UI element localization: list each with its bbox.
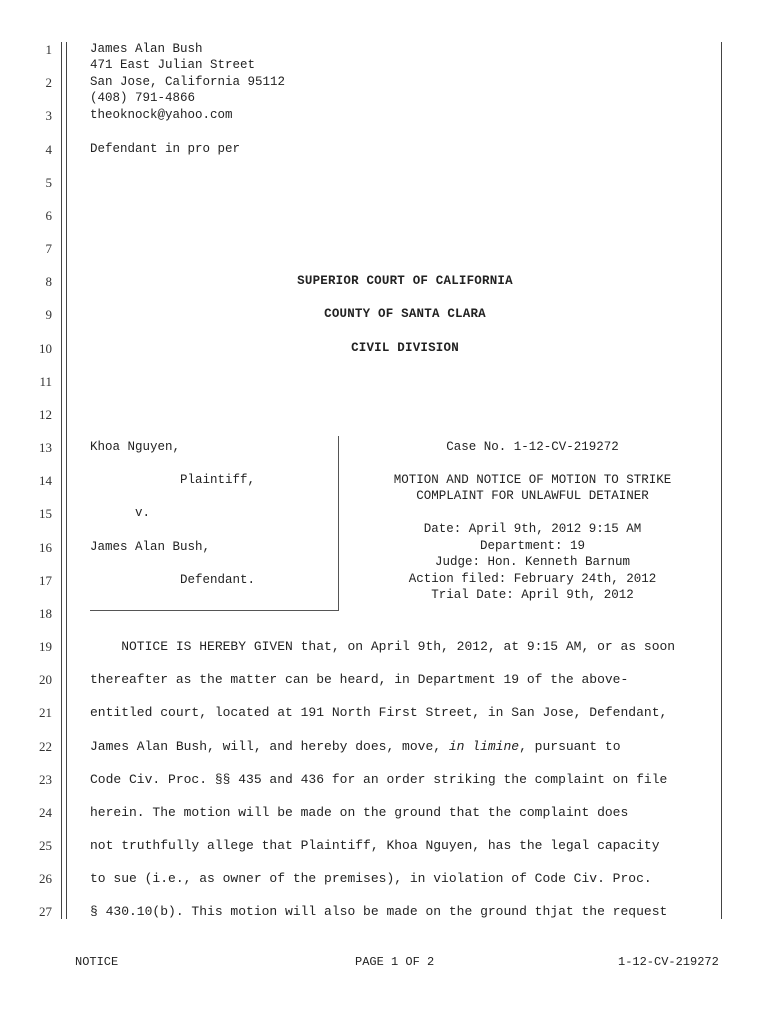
line-number: 14 xyxy=(39,473,52,488)
italic-term: in limine xyxy=(448,739,520,754)
line-number: 22 xyxy=(39,739,52,754)
line-number: 18 xyxy=(39,606,52,621)
footer-case-number: 1-12-CV-219272 xyxy=(618,955,719,969)
line-number: 7 xyxy=(45,241,52,256)
counsel-phone: (408) 791-4866 xyxy=(90,91,196,105)
counsel-city: San Jose, California 95112 xyxy=(90,75,286,89)
action-filed: Action filed: February 24th, 2012 xyxy=(408,572,657,586)
line-number: 6 xyxy=(45,208,52,223)
line-number: 3 xyxy=(45,108,52,123)
case-number: Case No. 1-12-CV-219272 xyxy=(446,440,619,454)
body-line: not truthfully allege that Plaintiff, Khoa Nguyen, has the legal capacity xyxy=(90,838,660,853)
body-line: Code Civ. Proc. §§ 435 and 436 for an order striking the complaint on file xyxy=(90,772,668,787)
body-line: to sue (i.e., as owner of the premises), in violation of Code Civ. Proc. xyxy=(90,871,652,886)
line-number: 9 xyxy=(45,307,52,322)
right-margin-rule xyxy=(721,42,722,919)
body-line: § 430.10(b). This motion will also be made on the ground thjat the request xyxy=(90,904,668,919)
line-number: 15 xyxy=(39,506,52,521)
court-county: COUNTY OF SANTA CLARA xyxy=(324,307,486,321)
counsel-role: Defendant in pro per xyxy=(90,142,241,156)
counsel-email: theoknock@yahoo.com xyxy=(90,108,233,122)
line-number: 19 xyxy=(39,639,52,654)
versus-label: v. xyxy=(135,506,151,520)
motion-title-2: COMPLAINT FOR UNLAWFUL DETAINER xyxy=(416,489,649,503)
defendant-name: James Alan Bush, xyxy=(90,540,211,554)
counsel-name: James Alan Bush xyxy=(90,42,203,56)
line-number: 21 xyxy=(39,705,52,720)
hearing-date: Date: April 9th, 2012 9:15 AM xyxy=(423,522,642,536)
line-number: 4 xyxy=(45,142,52,157)
left-margin-rule xyxy=(61,42,62,919)
body-line: herein. The motion will be made on the ground that the complaint does xyxy=(90,805,629,820)
footer-title: NOTICE xyxy=(75,955,119,969)
court-division: CIVIL DIVISION xyxy=(351,341,459,355)
counsel-street: 471 East Julian Street xyxy=(90,58,256,72)
line-number: 24 xyxy=(39,805,52,820)
line-number: 8 xyxy=(45,274,52,289)
line-number: 2 xyxy=(45,75,52,90)
body-line: thereafter as the matter can be heard, in Department 19 of the above- xyxy=(90,672,629,687)
body-line: NOTICE IS HEREBY GIVEN that, on April 9th, 2012, at 9:15 AM, or as soon xyxy=(90,639,676,654)
caption-divider-horizontal xyxy=(90,610,339,611)
footer-page-number: PAGE 1 OF 2 xyxy=(355,955,435,969)
department: Department: 19 xyxy=(479,539,586,553)
line-number: 20 xyxy=(39,672,52,687)
caption-divider-vertical xyxy=(338,436,339,610)
line-number: 13 xyxy=(39,440,52,455)
line-number: 23 xyxy=(39,772,52,787)
court-name: SUPERIOR COURT OF CALIFORNIA xyxy=(297,274,513,288)
line-number: 16 xyxy=(39,540,52,555)
line-number: 27 xyxy=(39,904,52,919)
defendant-label: Defendant. xyxy=(180,573,256,587)
left-margin-rule-inner xyxy=(66,42,67,919)
body-text: James Alan Bush, will, and hereby does, move, xyxy=(90,739,449,754)
trial-date: Trial Date: April 9th, 2012 xyxy=(431,588,634,602)
line-number: 1 xyxy=(45,42,52,57)
line-number: 5 xyxy=(45,175,52,190)
line-number: 11 xyxy=(39,374,52,389)
line-number: 10 xyxy=(39,341,52,356)
line-number: 17 xyxy=(39,573,52,588)
body-text: , pursuant to xyxy=(519,739,621,754)
line-number: 26 xyxy=(39,871,52,886)
plaintiff-name: Khoa Nguyen, xyxy=(90,440,181,454)
line-number: 25 xyxy=(39,838,52,853)
body-line xyxy=(90,739,621,754)
judge: Judge: Hon. Kenneth Barnum xyxy=(434,555,631,569)
plaintiff-label: Plaintiff, xyxy=(180,473,256,487)
motion-title-1: MOTION AND NOTICE OF MOTION TO STRIKE xyxy=(393,473,672,487)
body-line: entitled court, located at 191 North First Street, in San Jose, Defendant, xyxy=(90,705,668,720)
line-number: 12 xyxy=(39,407,52,422)
